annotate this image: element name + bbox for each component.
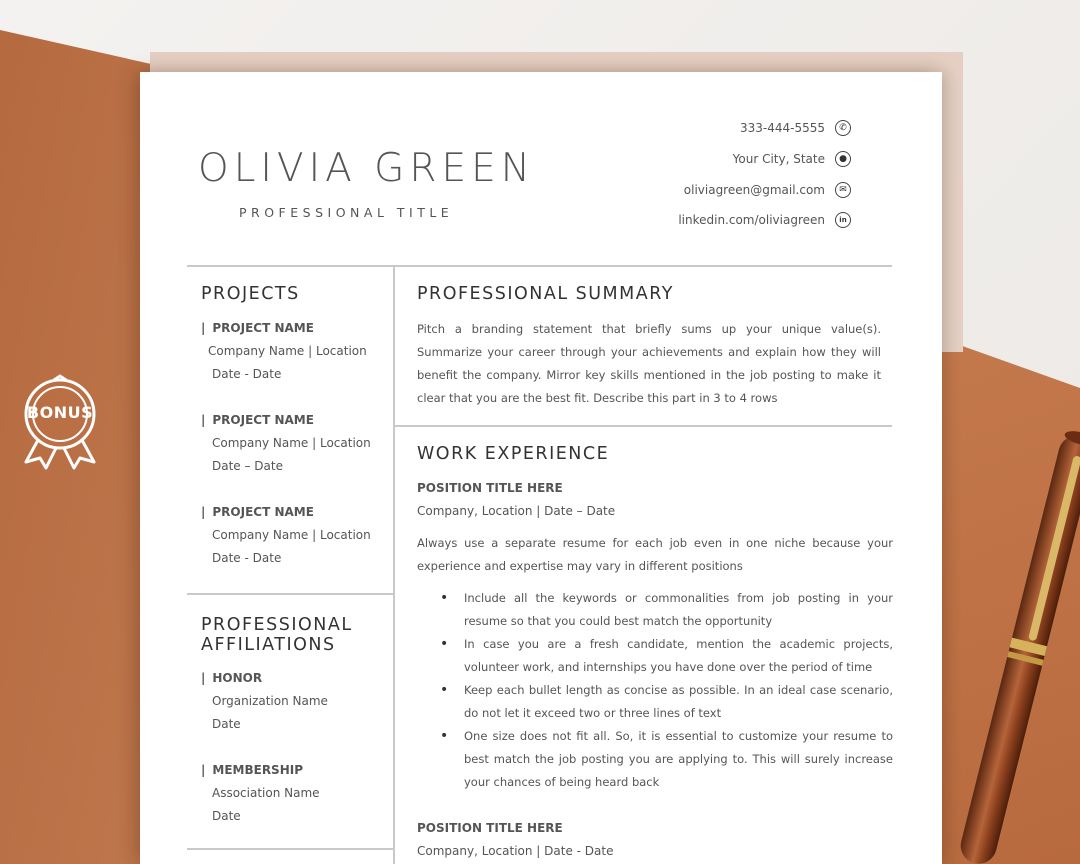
left-section-divider-1: [187, 593, 393, 595]
summary-text: Pitch a branding statement that briefly sums up your unique value(s). Summarize your career through your achievements and explain how they will benefit the company. Mirror key skills mentioned in the job posting to make it clear that you are the best fit. Describe this part in 3 to 4 rows: [417, 322, 881, 405]
project-date-1: Date - Date: [212, 367, 282, 381]
job-bullets-1: [440, 587, 893, 794]
project-company-2: Company Name | Location: [212, 436, 371, 450]
bonus-badge-icon: [12, 374, 108, 470]
affiliations-heading-line1: PROFESSIONAL: [201, 615, 353, 635]
email-icon: ✉: [835, 182, 851, 198]
contact-linkedin-text: linkedin.com/oliviagreen: [678, 213, 825, 227]
experience-heading: WORK EXPERIENCE: [417, 444, 610, 464]
summary-divider: [394, 425, 892, 427]
list-item: • Keep each bullet length as concise as possible. In an ideal case scenario, do not let it exceed two or three lines of text: [440, 679, 893, 725]
contact-location-text: Your City, State: [732, 152, 825, 166]
list-item: • One size does not fit all. So, it is essential to customize your resume to best match the job posting you are applying to. This will surely increase your chances of being heard back: [440, 725, 893, 794]
contact-phone: [740, 118, 851, 138]
project-name-1: | PROJECT NAME: [201, 321, 314, 335]
summary-heading: PROFESSIONAL SUMMARY: [417, 284, 674, 304]
affiliations-heading-line2: AFFILIATIONS: [201, 635, 336, 655]
project-date-2: Date – Date: [212, 459, 283, 473]
job-meta-1: Company, Location | Date – Date: [417, 504, 616, 518]
project-company-3: Company Name | Location: [212, 528, 371, 542]
affiliation-name-2: | MEMBERSHIP: [201, 763, 303, 777]
bonus-label: BONUS: [26, 403, 94, 422]
candidate-name: OLIVIA GREEN: [198, 146, 535, 191]
job-meta-2: Company, Location | Date - Date: [417, 844, 614, 858]
project-name-3: | PROJECT NAME: [201, 505, 314, 519]
affiliation-org-2: Association Name: [212, 786, 320, 800]
project-company-1: Company Name | Location: [208, 344, 367, 358]
contact-email: [684, 180, 851, 200]
list-item: • Include all the keywords or commonalities from job posting in your resume so that you could best match the opportunity: [440, 587, 893, 633]
affiliation-date-1: Date: [212, 717, 241, 731]
job-intro-1: Always use a separate resume for each job even in one niche because your experience and expertise may vary in different positions: [417, 536, 893, 573]
pen-decoration: [900, 420, 1080, 864]
header-divider: [187, 265, 892, 267]
column-divider: [393, 266, 395, 864]
affiliation-date-2: Date: [212, 809, 241, 823]
project-name-2: | PROJECT NAME: [201, 413, 314, 427]
projects-heading: PROJECTS: [201, 284, 300, 304]
list-item: • In case you are a fresh candidate, mention the academic projects, volunteer work, and internships you have done over the period of time: [440, 633, 893, 679]
affiliation-name-1: | HONOR: [201, 671, 263, 685]
location-pin-icon: ●: [835, 151, 851, 167]
left-section-divider-2: [187, 848, 393, 850]
job-position-2: POSITION TITLE HERE: [417, 821, 563, 835]
affiliation-org-1: Organization Name: [212, 694, 328, 708]
professional-title: PROFESSIONAL TITLE: [239, 205, 454, 220]
contact-linkedin: [678, 210, 851, 230]
contact-email-text: oliviagreen@gmail.com: [683, 183, 825, 197]
contact-location: [733, 149, 851, 169]
phone-icon: ✆: [835, 120, 851, 136]
project-date-3: Date - Date: [212, 551, 282, 565]
linkedin-icon: in: [835, 212, 851, 228]
contact-phone-text: 333-444-5555: [739, 121, 825, 135]
job-position-1: POSITION TITLE HERE: [417, 481, 563, 495]
